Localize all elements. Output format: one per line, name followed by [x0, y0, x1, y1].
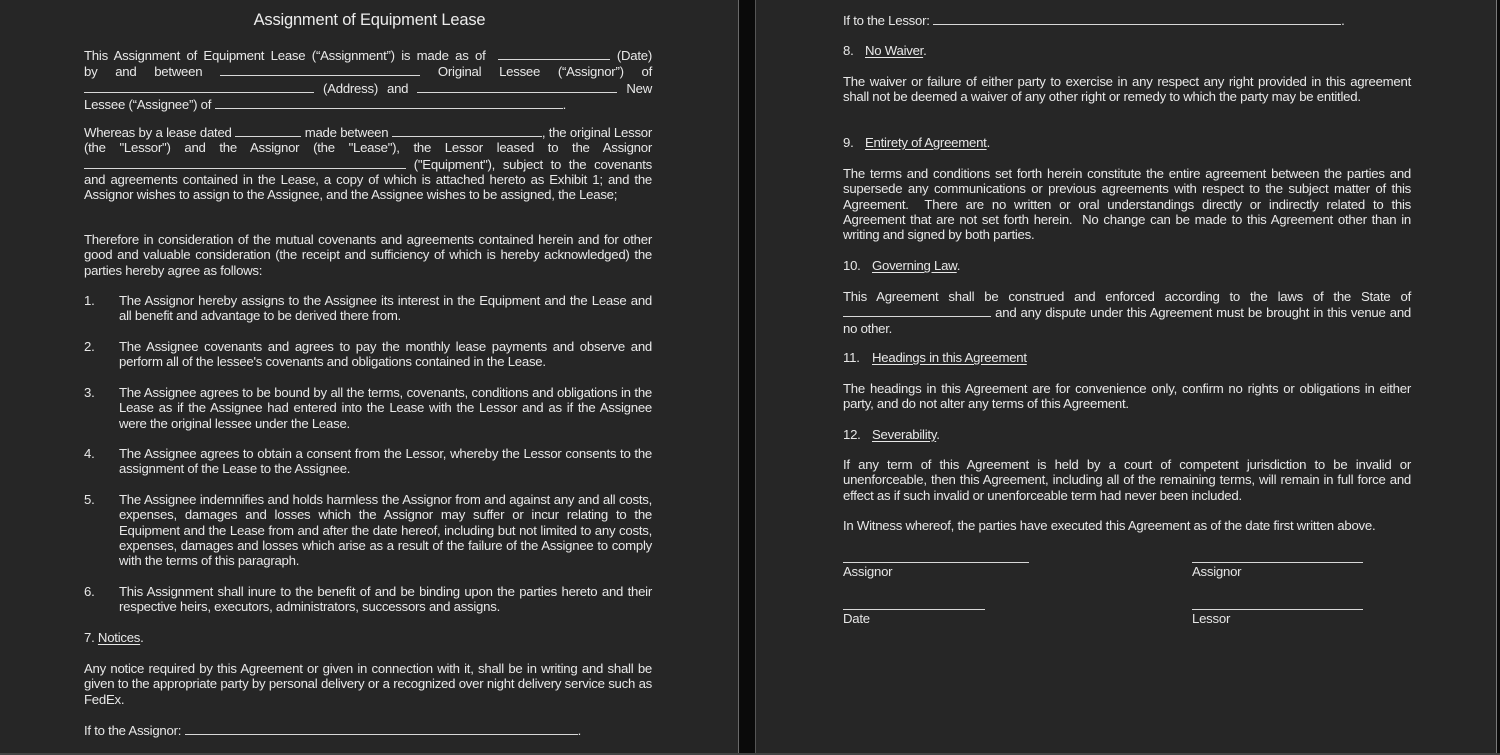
- period: .: [956, 258, 961, 273]
- page-gutter: [739, 0, 755, 755]
- section-heading: Governing Law: [872, 258, 957, 273]
- intro-text: Lessee (“Assignee”) of: [84, 96, 212, 112]
- assignor-notice-field[interactable]: [185, 722, 578, 735]
- clause-1: [84, 293, 652, 324]
- section-number: 12.: [843, 427, 861, 442]
- intro-text: New: [626, 80, 652, 96]
- section-heading: No Waiver: [865, 43, 924, 58]
- whereas-text: , the original Lessor (the "Lessor") and the Assignor (the "Lease"), the Lessor leased to the Assignor: [84, 125, 653, 156]
- therefore-text: Therefore in consideration of the mutual covenants and agreements contained herein and for other good and valuable consideration (the receipt and sufficiency of which is hereby acknowledged) the parties hereby agree as follows:: [84, 232, 652, 278]
- section-text: This Agreement shall be construed and enforced according to the laws of the State of: [843, 289, 1411, 304]
- clause-number: 2.: [84, 339, 95, 354]
- section-text: and any dispute under this Agreement must be brought in this venue and no other.: [843, 305, 1411, 336]
- document-page-2: [755, 0, 1497, 753]
- lessor-notice-field[interactable]: [933, 12, 1341, 25]
- intro-text: This Assignment of Equipment Lease (“Assignment”) is made as of: [84, 48, 486, 63]
- assignor-notice-label: If to the Assignor:: [84, 723, 182, 738]
- period: .: [986, 135, 990, 150]
- whereas-text: made between: [304, 125, 389, 140]
- intro-paragraph: [84, 47, 652, 112]
- assignor-notice-line: [84, 722, 652, 738]
- section-8-paragraph: [843, 74, 1411, 105]
- clause-text: The Assignee covenants and agrees to pay the monthly lease payments and observe and perform all of the lessee's covenants and obligations contained in the Lease.: [119, 339, 652, 370]
- assignor-address-field[interactable]: [84, 80, 314, 93]
- section-12-paragraph: [843, 457, 1411, 503]
- section-number: 11.: [843, 350, 860, 365]
- assignee-address-field[interactable]: [215, 96, 563, 109]
- notices-heading: [84, 630, 652, 645]
- clause-6: [84, 584, 652, 615]
- signature-line[interactable]: [843, 609, 985, 610]
- signature-assignor-left[interactable]: [843, 562, 1029, 579]
- clause-4: [84, 446, 652, 477]
- witness-paragraph: [843, 518, 1411, 533]
- signature-label: Assignor: [843, 564, 893, 579]
- clause-2: [84, 339, 652, 370]
- date-field[interactable]: [498, 47, 610, 60]
- notices-text: Any notice required by this Agreement or given in connection with it, shall be in writing and shall be given to the appropriate party by personal delivery or a recognized over night delivery service such as FedEx.: [84, 661, 652, 707]
- clause-text: The Assignee agrees to be bound by all the terms, covenants, conditions and obligations in the Lease as if the Assignee had entered into the Lease with the Lessor and as if the Assignee were the original lessee under the Lease.: [119, 385, 652, 431]
- section-heading: Entirety of Agreement: [865, 135, 987, 150]
- clause-number: 5.: [84, 492, 95, 507]
- signature-date[interactable]: [843, 609, 985, 626]
- clause-number: 3.: [84, 385, 95, 400]
- period: .: [562, 96, 567, 112]
- period: .: [577, 723, 581, 738]
- signature-label: Lessor: [1192, 611, 1231, 626]
- original-lessor-field[interactable]: [392, 124, 542, 137]
- lessor-notice-label: If to the Lessor:: [843, 13, 930, 28]
- clause-number: 4.: [84, 446, 95, 461]
- governing-state-field[interactable]: [843, 304, 991, 317]
- section-number: 10.: [843, 258, 861, 273]
- lease-date-field[interactable]: [235, 124, 301, 137]
- signature-label: Assignor: [1192, 564, 1242, 579]
- section-8-heading: [843, 43, 1411, 58]
- whereas-paragraph: [84, 124, 652, 202]
- period: .: [1341, 13, 1345, 28]
- clause-number: 6.: [84, 584, 95, 599]
- whereas-text: ("Equipment"), subject to the covenants and agreements contained in the Lease, a copy of which is attached hereto as Exhibit 1; and the Assignor wishes to assign to the Assignee, and the Assignee wishes to be assigned, the Lease;: [84, 156, 652, 203]
- section-number: 9.: [843, 135, 854, 150]
- clause-5: [84, 492, 652, 568]
- section-number: 8.: [843, 43, 854, 58]
- intro-text: Original Lessee (“Assignor”) of: [437, 64, 652, 80]
- section-9-heading: [843, 135, 1411, 150]
- section-text: The terms and conditions set forth herein constitute the entire agreement between the parties and supersede any communications or previous agreements with respect to the subject matter of this Agreement. There are no written or oral understandings directly or indirectly related to this Agreement that are not set forth herein. No change can be made to this Agreement other than in writing and signed by both parties.: [843, 166, 1415, 243]
- clause-text: The Assignee agrees to obtain a consent from the Lessor, whereby the Lessor consents to the assignment of the Lease to the Assignee.: [119, 446, 652, 477]
- section-11-paragraph: [843, 381, 1411, 412]
- equipment-field[interactable]: [84, 156, 406, 169]
- witness-text: In Witness whereof, the parties have executed this Agreement as of the date first written above.: [843, 518, 1376, 533]
- signature-lessor[interactable]: [1192, 609, 1363, 626]
- new-lessee-field[interactable]: [417, 80, 617, 93]
- section-text: The headings in this Agreement are for convenience only, confirm no rights or obligations in either party, and do not alter any terms of this Agreement.: [843, 381, 1411, 412]
- section-text: The waiver or failure of either party to exercise in any respect any right provided in this agreement shall not be deemed a waiver of any other right or remedy to which the party may be entitled.: [843, 74, 1411, 105]
- clause-text: The Assignee indemnifies and holds harmless the Assignor from and against any and all costs, expenses, damages and losses which the Assignor may suffer or incur relating to the Equipment and the Lease from and after the date hereof, including but not limited to any costs, expenses, damages and losses which arise as a result of the failure of the Assignee to comply with the terms of this paragraph.: [119, 492, 652, 569]
- section-10-paragraph: [843, 289, 1411, 336]
- lessor-notice-line: [843, 12, 1411, 28]
- section-heading: Notices: [97, 630, 141, 645]
- section-12-heading: [843, 427, 1411, 442]
- period: .: [923, 43, 927, 58]
- signature-assignor-right[interactable]: [1192, 562, 1363, 579]
- document-title: Assignment of Equipment Lease: [253, 11, 486, 29]
- section-number: 7.: [84, 630, 95, 645]
- section-9-paragraph: [843, 166, 1415, 243]
- original-lessee-field[interactable]: [220, 63, 420, 76]
- period: .: [936, 427, 940, 442]
- notices-paragraph: [84, 661, 652, 707]
- clause-3: [84, 385, 652, 431]
- period: .: [140, 630, 144, 645]
- clause-text: This Assignment shall inure to the benefit of and be binding upon the parties hereto and their respective heirs, executors, administrators, successors and assigns.: [119, 584, 652, 615]
- intro-text: (Date): [616, 48, 652, 63]
- section-10-heading: [843, 258, 1411, 273]
- signature-label: Date: [843, 611, 870, 626]
- section-heading: Severability: [872, 427, 937, 442]
- signature-line[interactable]: [1192, 562, 1363, 563]
- section-11-heading: [843, 350, 1411, 365]
- section-text: If any term of this Agreement is held by a court of competent jurisdiction to be invalid or unenforceable, then this Agreement, including all of the remaining terms, will remain in full force and effect as if such invalid or unenforceable term had never been included.: [843, 457, 1411, 503]
- intro-text: by and between: [84, 64, 203, 80]
- signature-line[interactable]: [843, 562, 1029, 563]
- whereas-text: Whereas by a lease dated: [84, 125, 232, 140]
- signature-line[interactable]: [1192, 609, 1363, 610]
- section-heading: Headings in this Agreement: [872, 350, 1027, 365]
- document-page-1: [0, 0, 739, 753]
- intro-text: (Address) and: [323, 80, 409, 96]
- clause-text: The Assignor hereby assigns to the Assignee its interest in the Equipment and the Lease and all benefit and advantage to be derived there from.: [119, 293, 652, 324]
- clause-number: 1.: [84, 293, 95, 308]
- therefore-paragraph: [84, 232, 652, 278]
